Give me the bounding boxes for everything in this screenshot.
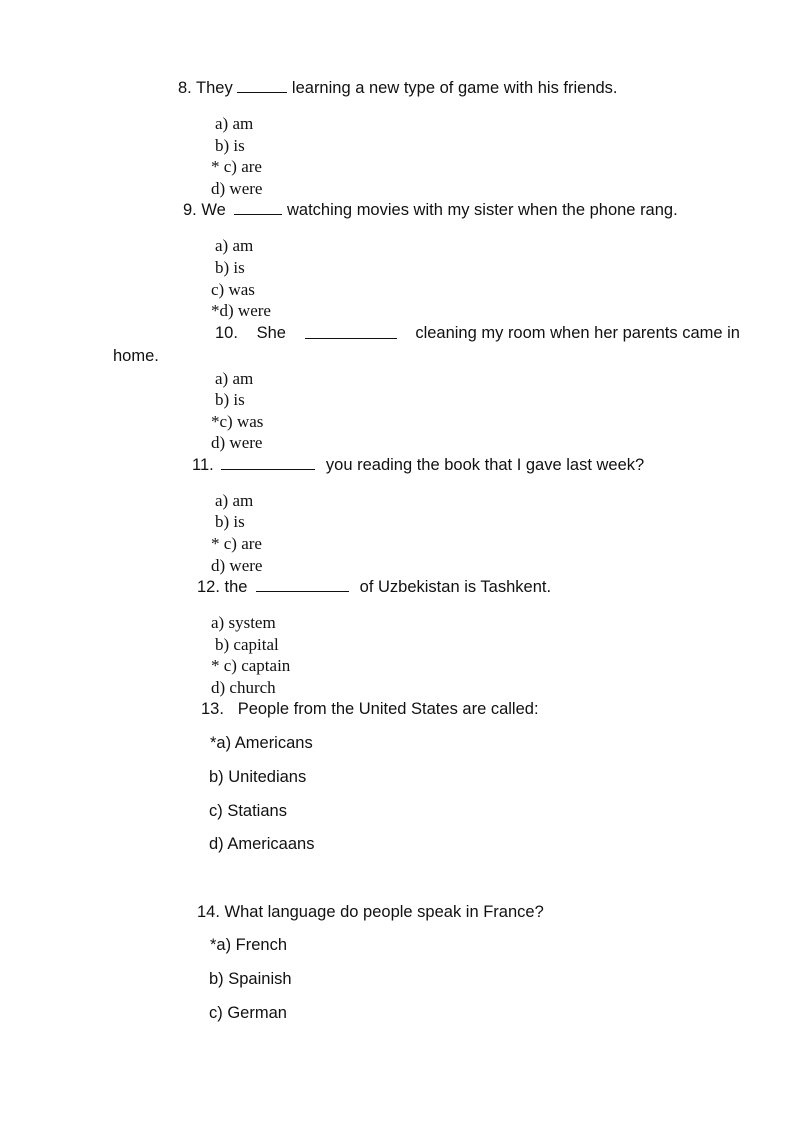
question-8 [178, 78, 618, 98]
question-14: 14. What language do people speak in France? [197, 903, 544, 921]
question-13-option-d: d) Americaans [209, 835, 315, 853]
question-10-end: cleaning my room when her parents came in [415, 324, 740, 342]
question-10-option-d: d) were [211, 433, 263, 452]
question-11-start: 11. [192, 456, 214, 474]
question-13: 13. People from the United States are called: [201, 700, 539, 718]
question-9 [183, 200, 678, 220]
question-14-option-b: b) Spainish [209, 970, 292, 988]
question-13-option-a: *a) Americans [210, 734, 313, 752]
question-11-option-d: d) were [211, 556, 263, 575]
question-11-option-b: b) is [215, 512, 245, 531]
question-10 [215, 323, 740, 343]
question-8-option-a: a) am [215, 114, 254, 133]
question-13-option-c: c) Statians [209, 802, 287, 820]
question-10-word: She [256, 324, 286, 342]
question-14-option-a: *a) French [210, 936, 288, 954]
question-8-start: 8. They [178, 79, 233, 97]
question-12-option-a: a) system [211, 613, 276, 632]
question-9-end: watching movies with my sister when the phone rang. [286, 201, 678, 219]
question-12-start: 12. the [197, 578, 248, 596]
question-14-option-c: c) German [209, 1004, 287, 1022]
question-9-option-b: b) is [215, 258, 245, 277]
question-10-number: 10. [215, 324, 238, 342]
question-11-blank [221, 455, 315, 470]
question-9-start: 9. We [183, 201, 226, 219]
question-13-option-b: b) Unitedians [209, 768, 307, 786]
question-10-blank [305, 324, 397, 339]
question-10-option-c: *c) was [211, 412, 264, 431]
question-11-option-c: * c) are [211, 534, 262, 553]
question-11-end: you reading the book that I gave last week? [325, 456, 645, 474]
question-8-option-b: b) is [215, 136, 245, 155]
question-12-option-c: * c) captain [211, 656, 291, 675]
question-12-blank [256, 577, 349, 592]
question-8-blank [237, 78, 287, 93]
question-11 [192, 455, 644, 475]
question-9-option-a: a) am [215, 236, 254, 255]
question-8-end: learning a new type of game with his friends. [291, 79, 618, 97]
question-10-option-a: a) am [215, 369, 254, 388]
question-9-option-d: *d) were [211, 301, 271, 320]
question-10-option-b: b) is [215, 390, 245, 409]
question-11-option-a: a) am [215, 491, 254, 510]
question-12-option-b: b) capital [215, 635, 279, 654]
question-10-continuation: home. [113, 347, 159, 365]
question-8-option-d: d) were [211, 179, 263, 198]
question-8-option-c: * c) are [211, 157, 262, 176]
question-12-option-d: d) church [211, 678, 276, 697]
question-12-end: of Uzbekistan is Tashkent. [359, 578, 552, 596]
question-9-option-c: c) was [211, 280, 255, 299]
question-9-blank [234, 200, 282, 215]
question-12 [197, 577, 551, 597]
